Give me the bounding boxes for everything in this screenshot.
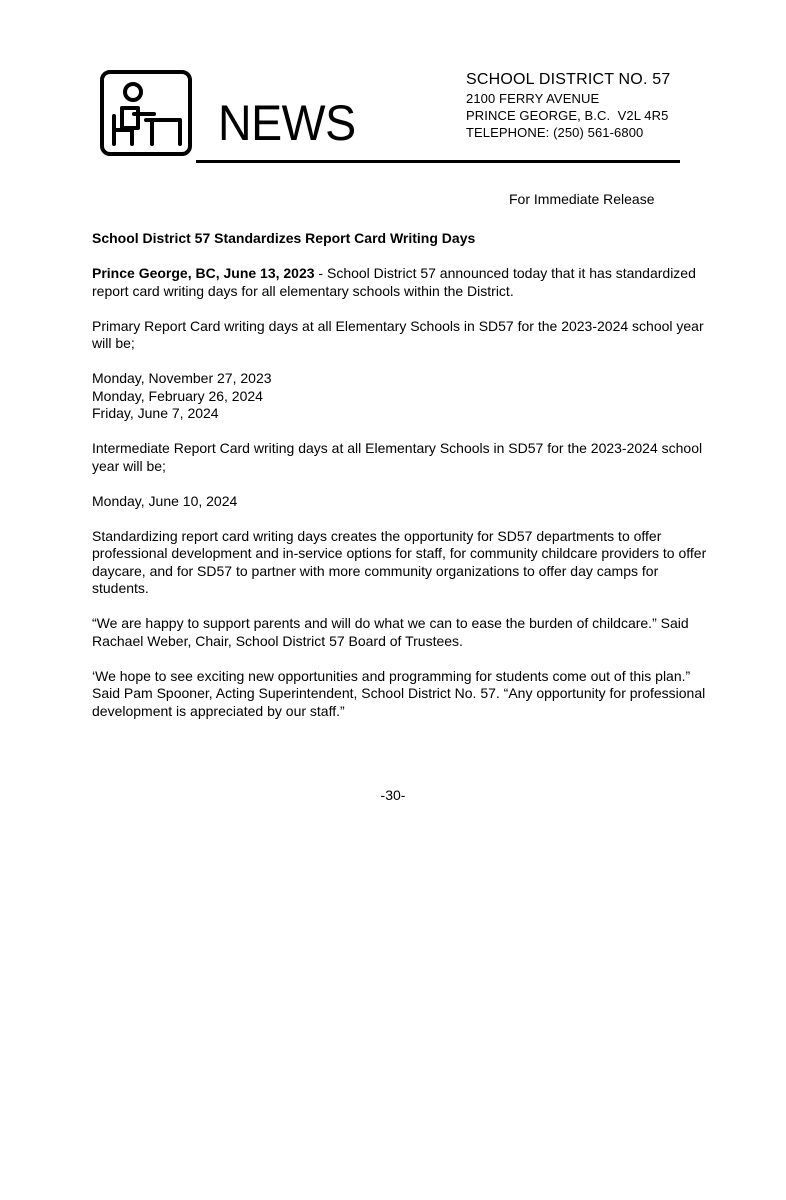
logo-student-body <box>122 108 138 128</box>
primary-intro-paragraph: Primary Report Card writing days at all Elementary Schools in SD57 for the 2023-2024 school year will be; <box>92 317 704 351</box>
district-contact-block <box>466 70 726 141</box>
article-headline: School District 57 Standardizes Report Card Writing Days <box>92 230 476 246</box>
benefits-paragraph: Standardizing report card writing days creates the opportunity for SD57 departments to offer professional development and in-service options for staff, for community childcare providers to offer daycare, and for SD57 to partner with more community organizations to offer day camps for students. <box>92 527 707 596</box>
district-street-address: 2100 FERRY AVENUE <box>466 91 600 106</box>
superintendent-quote-paragraph: ‘We hope to see exciting new opportunities and programming for students come out of this plan.” Said Pam Spooner, Acting Superintendent, School District No. 57. “Any opportunity for professional development is appreciated by our staff.” <box>92 667 706 719</box>
primary-date-item: Monday, February 26, 2024 <box>92 387 263 404</box>
student-at-desk-icon <box>100 70 192 156</box>
district-telephone: TELEPHONE: (250) 561-6800 <box>466 125 644 140</box>
primary-date-item: Friday, June 7, 2024 <box>92 405 219 421</box>
news-wordmark: NEWS <box>218 95 356 151</box>
district-city-postal: PRINCE GEORGE, B.C. V2L 4R5 <box>466 108 669 123</box>
primary-dates-list <box>92 370 707 423</box>
logo-student-head <box>125 84 141 100</box>
intermediate-intro-paragraph: Intermediate Report Card writing days at all Elementary Schools in SD57 for the 2023-2024 school year will be; <box>92 440 703 474</box>
lead-paragraph <box>92 265 707 300</box>
primary-date-item: Monday, November 27, 2023 <box>92 370 272 386</box>
header-divider <box>196 160 680 163</box>
chair-quote-paragraph: “We are happy to support parents and will do what we can to ease the burden of childcare.” Said Rachael Weber, Chair, School District 57 Board of Trustees. <box>92 615 689 649</box>
dateline: Prince George, BC, June 13, 2023 <box>92 265 315 281</box>
intermediate-date-item: Monday, June 10, 2024 <box>92 492 238 509</box>
logo-desk <box>146 120 180 144</box>
end-of-release-mark: -30- <box>380 787 406 803</box>
district-name: SCHOOL DISTRICT NO. 57 <box>466 71 671 88</box>
intermediate-dates-list <box>92 493 707 511</box>
release-note: For Immediate Release <box>509 191 655 207</box>
lead-text: - School District 57 announced today that it has standardized report card writing days for all elementary schools within the District. <box>92 265 696 299</box>
article-body <box>92 230 707 738</box>
